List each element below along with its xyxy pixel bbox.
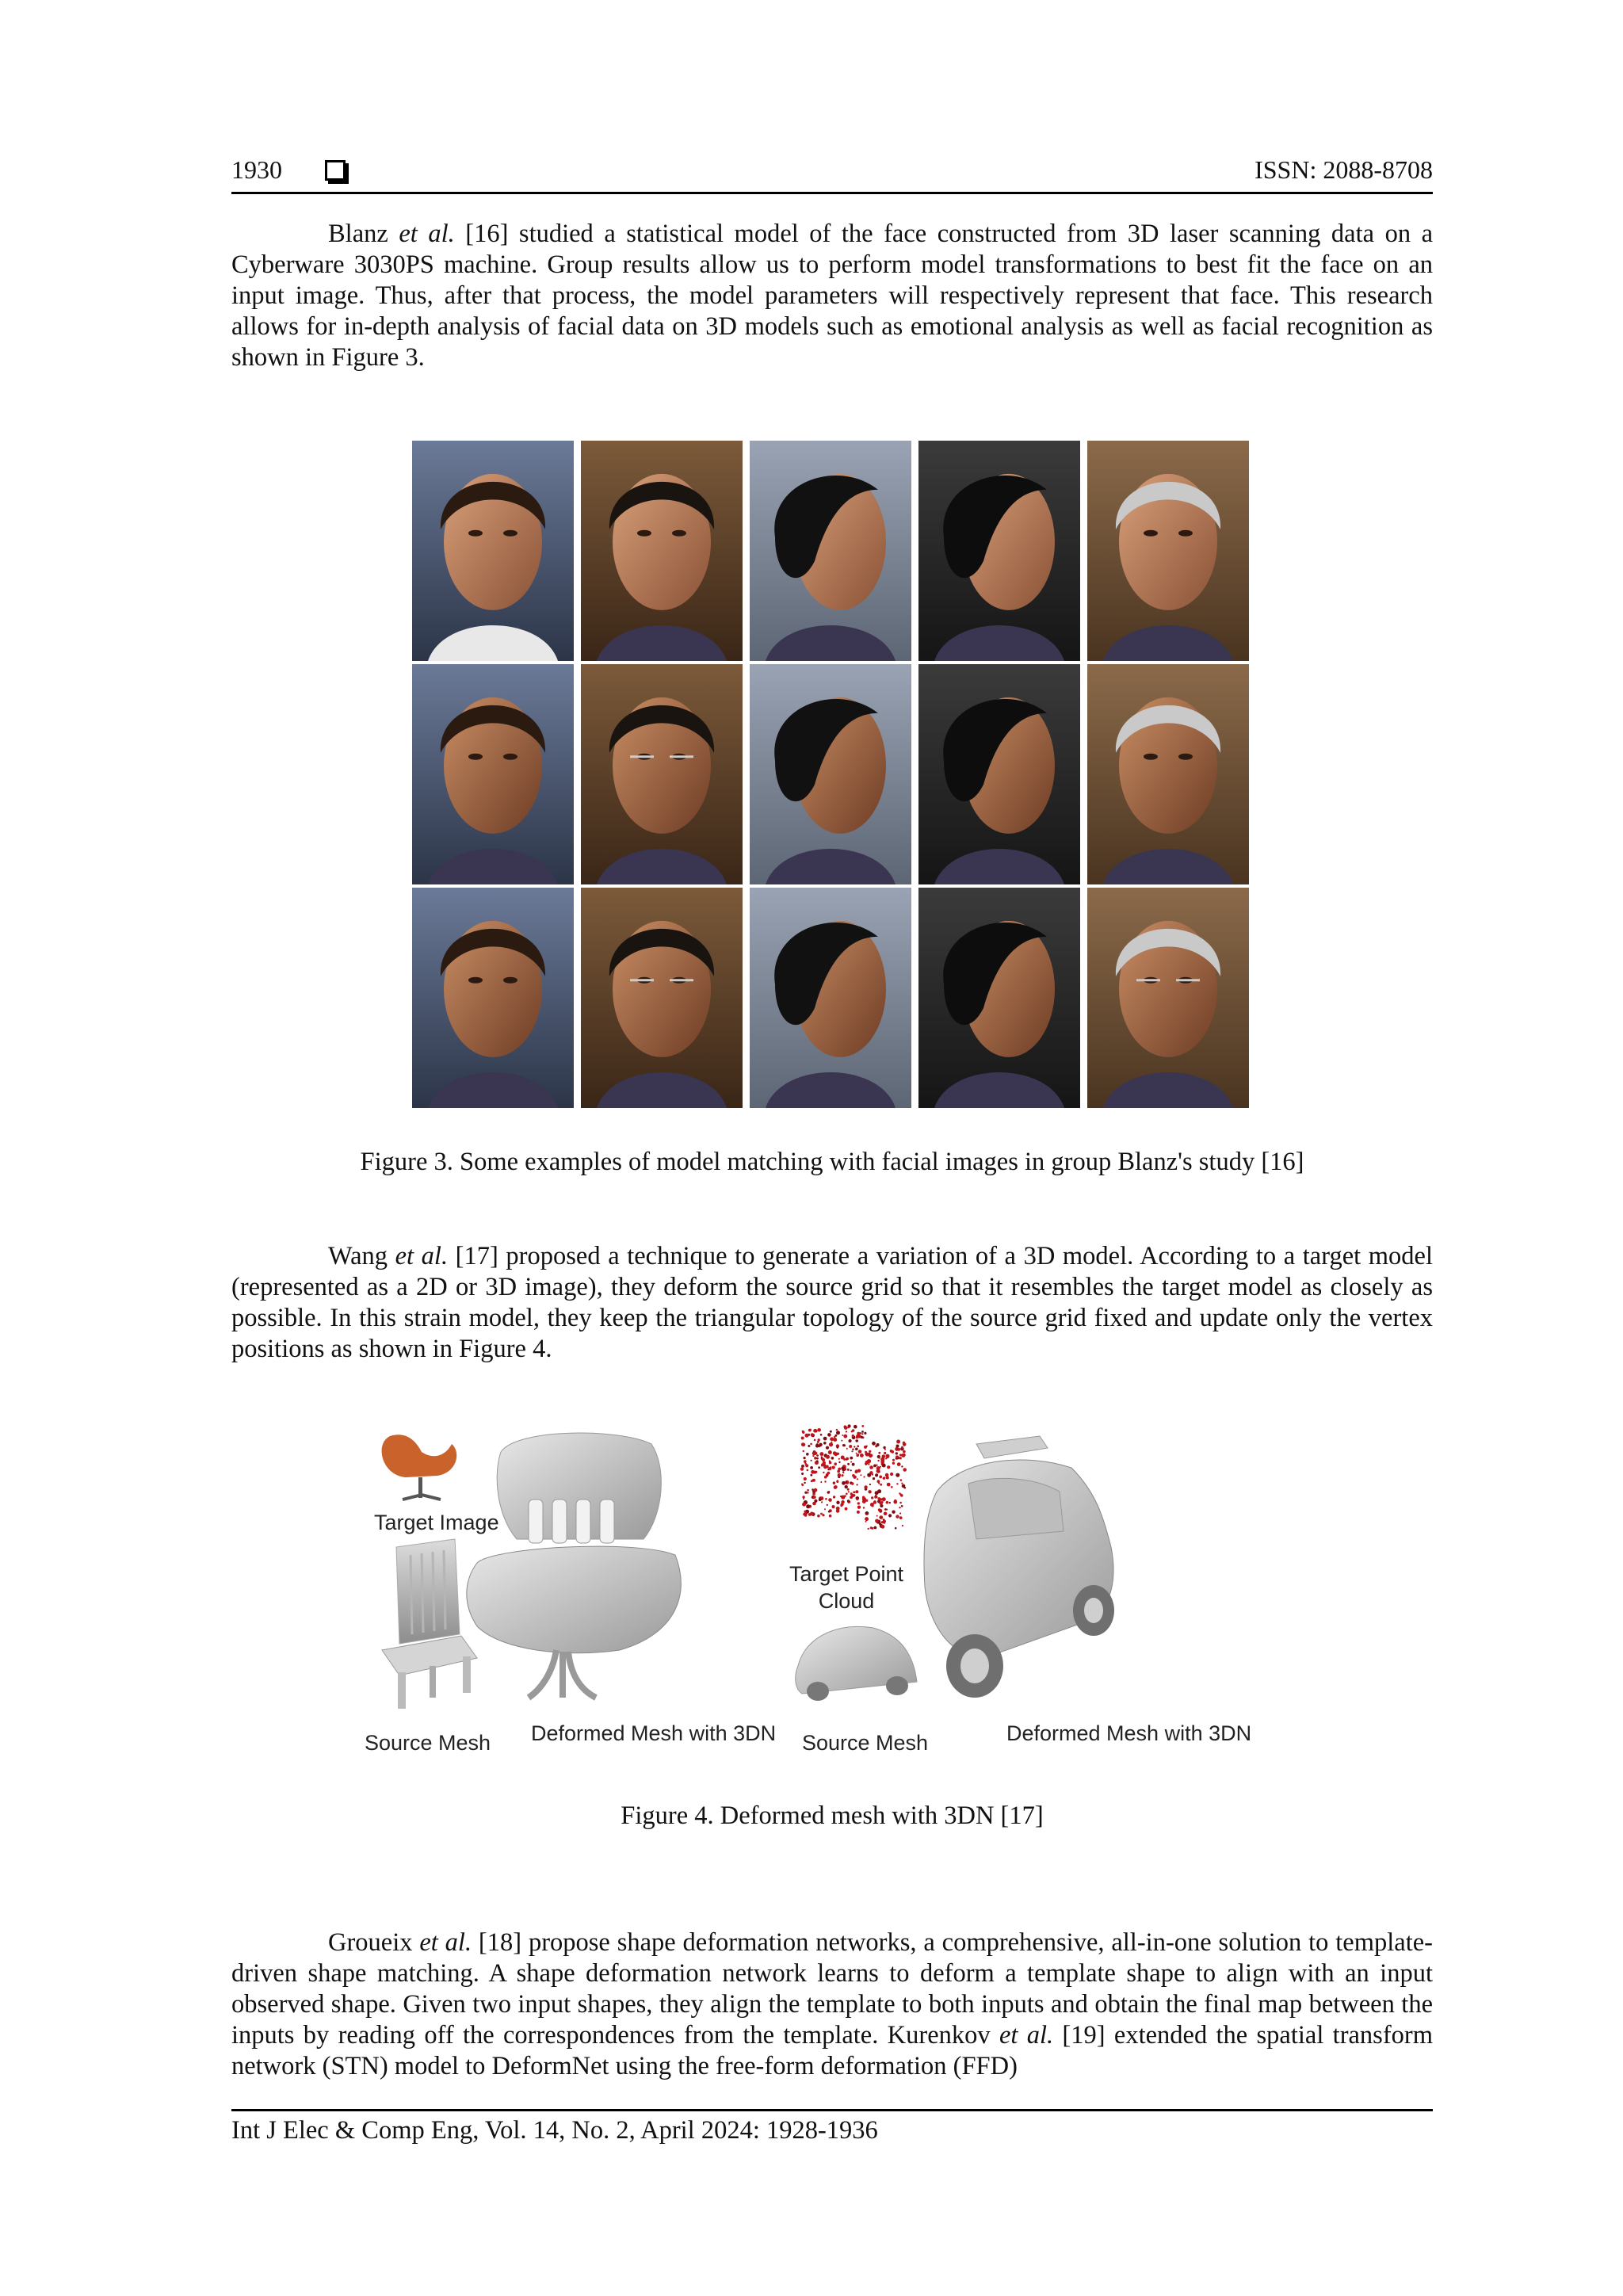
paragraph-groueix (231, 1927, 1433, 2082)
figure-3-face-grid (412, 441, 1249, 1108)
label-deformed-right: Deformed Mesh with 3DN (1006, 1721, 1252, 1745)
issn: ISSN: 2088-8708 (1254, 155, 1433, 184)
paragraph-text: [18] propose shape deformation networks, a comprehensive, all-in-one solution to template-driven shape matching. A shape deformation network learns to deform a template shape to align with an input observed shape. Given two input shapes, they align the template to both inputs and obtain the final map between the inputs by reading off the correspondences from the template. Kurenkov (231, 1928, 1433, 2050)
figure-3-caption: Figure 3. Some examples of model matching with facial images in group Blanz's study [16] (360, 1148, 1304, 1176)
paragraph-blanz (231, 219, 1433, 373)
face-photo (581, 888, 743, 1108)
label-source-mesh-right: Source Mesh (802, 1731, 929, 1755)
label-deformed-left: Deformed Mesh with 3DN (531, 1721, 777, 1745)
paragraph-text: [19] extended the spatial transform network (STN) model to DeformNet using the free-form deformation (FFD) (231, 2021, 1434, 2080)
face-photo (750, 664, 911, 884)
face-photo (918, 441, 1080, 661)
et-al: et al. (419, 1928, 472, 1957)
deformed-mesh-chair (467, 1433, 682, 1698)
face-photo (412, 441, 574, 661)
et-al: et al. (399, 220, 455, 248)
face-photo (918, 664, 1080, 884)
face-photo (750, 888, 911, 1108)
paragraph-wang (231, 1241, 1433, 1365)
label-target-point-line2: Cloud (818, 1589, 875, 1613)
paragraph-text: [16] studied a statistical model of the face constructed from 3D laser scanning data on a Cyberware 3030PS machine. Group results allow us to perform model transformations to best fit the face on an input image. Thus, after that process, the model parameters will respectively represent that face. This research allows for in-depth analysis of facial data on 3D models such as emotional analysis as well as facial recognition as shown in Figure 3. (231, 220, 1434, 372)
source-mesh-car (796, 1626, 917, 1701)
paragraph-text: [17] proposed a technique to generate a variation of a 3D model. According to a target model (represented as a 2D or 3D image), they deform the source grid so that it resembles the target model as closely as possible. In this strain model, they keep the triangular topology of the source grid fixed and update only the vertex positions as shown in Figure 4. (231, 1242, 1434, 1363)
figure-4-caption: Figure 4. Deformed mesh with 3DN [17] (621, 1801, 1044, 1830)
deformed-mesh-car (924, 1436, 1114, 1698)
target-image-chair (382, 1435, 457, 1499)
target-point-cloud (800, 1424, 907, 1530)
author-name: Wang (328, 1242, 388, 1270)
face-photo (918, 888, 1080, 1108)
page-header (231, 155, 1433, 194)
author-name: Groueix (328, 1928, 413, 1957)
face-photo (412, 664, 574, 884)
label-source-mesh-left: Source Mesh (365, 1731, 491, 1755)
page-footer: Int J Elec & Comp Eng, Vol. 14, No. 2, April 2024: 1928-1936 (231, 2109, 1433, 2145)
face-photo (1087, 664, 1249, 884)
face-photo (1087, 888, 1249, 1108)
et-al: et al. (999, 2021, 1054, 2050)
box-bullet-icon (325, 160, 346, 181)
author-name: Blanz (328, 220, 388, 248)
face-photo (750, 441, 911, 661)
face-photo (412, 888, 574, 1108)
et-al: et al. (395, 1242, 449, 1270)
face-photo (1087, 441, 1249, 661)
face-photo (581, 664, 743, 884)
page-number: 1930 (231, 155, 282, 184)
face-photo (581, 441, 743, 661)
source-mesh-chair (382, 1539, 477, 1709)
figure-4-3dn-deformation (358, 1420, 1305, 1775)
label-target-image: Target Image (374, 1511, 499, 1534)
label-target-point-line1: Target Point (789, 1562, 904, 1586)
